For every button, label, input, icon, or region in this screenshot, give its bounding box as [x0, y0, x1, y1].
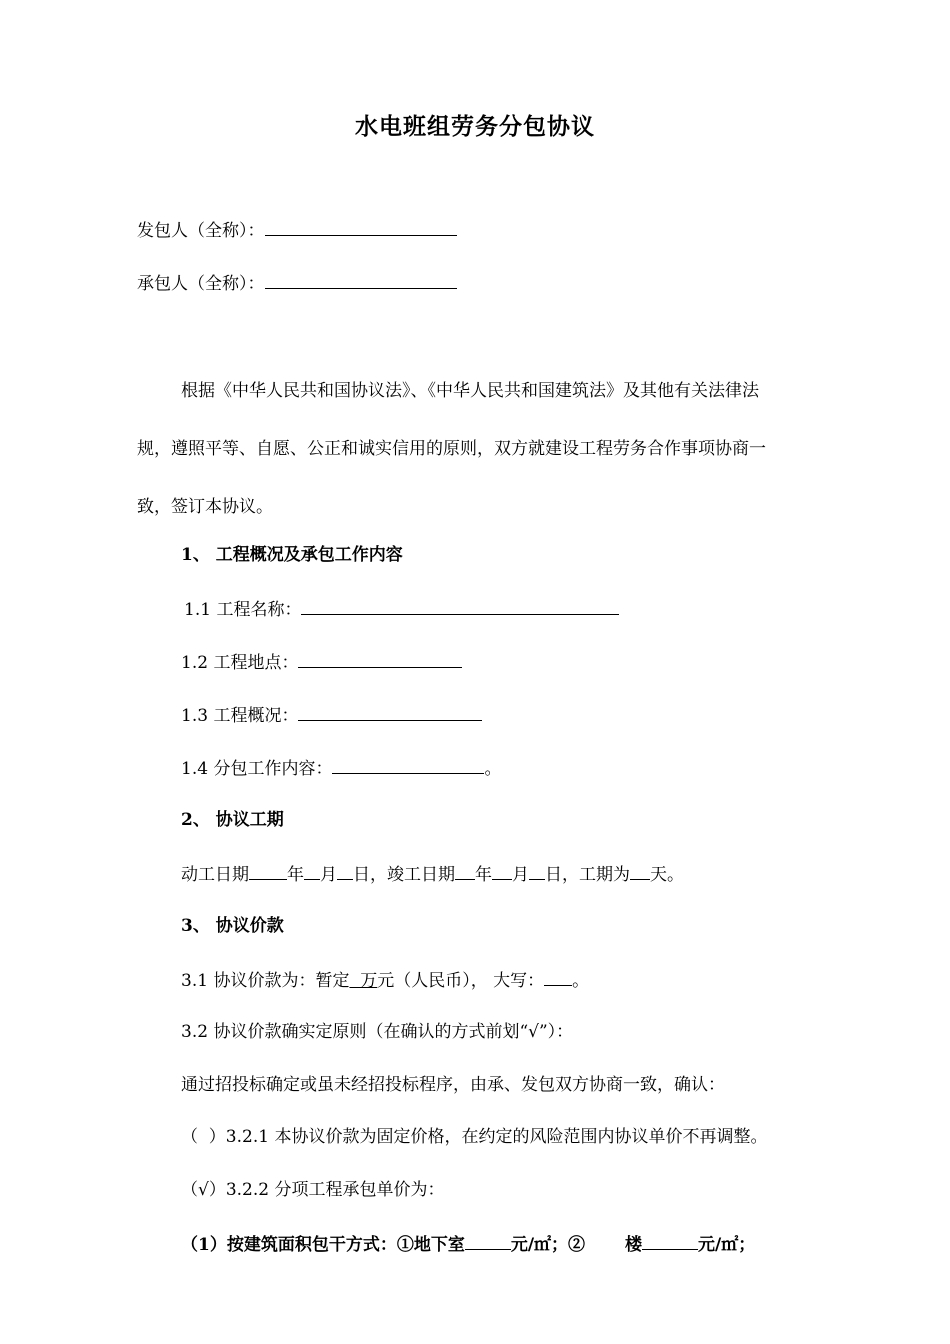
price-words-blank	[544, 967, 572, 986]
item-1-1	[184, 596, 619, 622]
basement-label: （1）按建筑面积包干方式：①地下室	[181, 1235, 465, 1255]
contractor-label: 承包人（全称）：	[137, 274, 265, 294]
item-1-3-blank	[298, 702, 482, 721]
basement-unit: 元/㎡；②	[510, 1235, 586, 1255]
start-year-text: 年	[287, 865, 304, 885]
section1-heading: 1、 工程概况及承包工作内容	[181, 545, 403, 565]
finish-day-blank	[529, 861, 545, 880]
employer-label: 发包人（全称）：	[137, 221, 265, 241]
start-day-blank	[337, 861, 353, 880]
item-1-4-label: 1.4 分包工作内容：	[181, 759, 333, 779]
item-1-2	[181, 649, 462, 675]
option-3-2-1: （ ）3.2.1 本协议价款为固定价格，在约定的风险范围内协议单价不再调整。	[181, 1127, 768, 1147]
building-unit: 元/㎡；	[698, 1235, 756, 1255]
intro-line-3: 致，签订本协议。	[137, 497, 273, 517]
item-1-2-blank	[298, 649, 462, 668]
start-month-blank	[304, 861, 320, 880]
duration-unit: 天。	[650, 865, 684, 885]
start-month-text: 月	[320, 865, 337, 885]
intro-line-1: 根据《中华人民共和国协议法》、《中华人民共和国建筑法》及其他有关法律法	[181, 381, 759, 401]
start-date-label: 动工日期	[181, 865, 249, 885]
building-price-blank	[642, 1231, 698, 1250]
basement-price-blank	[465, 1231, 511, 1250]
item-1-3-label: 1.3 工程概况：	[181, 706, 299, 726]
duration-blank	[630, 861, 650, 880]
finish-year-text: 年	[475, 865, 492, 885]
schedule-line	[181, 861, 684, 887]
finish-date-label: 日，竣工日期	[353, 865, 455, 885]
document-title: 水电班组劳务分包协议	[355, 113, 595, 140]
option-3-2-2: （√）3.2.2 分项工程承包单价为：	[181, 1180, 445, 1200]
item-1-4-end: 。	[484, 759, 502, 779]
item-1-1-label: 1.1 工程名称：	[184, 600, 302, 620]
price-principle: 3.2 协议价款确实定原则（在确认的方式前划“√”）：	[181, 1022, 574, 1042]
contractor-blank	[265, 270, 457, 289]
price-end: 。	[572, 971, 590, 991]
contractor-line	[137, 270, 457, 296]
price-unit: 万	[349, 971, 378, 991]
section3-heading: 3、 协议价款	[181, 916, 284, 936]
item-1-2-label: 1.2 工程地点：	[181, 653, 299, 673]
intro-line-2: 规，遵照平等、自愿、公正和诚实信用的原则，双方就建设工程劳务合作事项协商一	[137, 439, 766, 459]
building-label: 楼	[625, 1235, 643, 1255]
finish-month-text: 月	[512, 865, 529, 885]
price-suffix: 元（人民币）， 大写：	[377, 971, 545, 991]
item-1-4-blank	[332, 755, 484, 774]
employer-line	[137, 217, 457, 243]
item-1-3	[181, 702, 482, 728]
confirm-line: 通过招投标确定或虽未经招投标程序，由承、发包双方协商一致，确认：	[181, 1075, 725, 1095]
employer-blank	[265, 217, 457, 236]
start-year-blank	[249, 861, 287, 880]
item-1-4	[181, 755, 501, 781]
finish-year-blank	[455, 861, 475, 880]
section2-heading: 2、 协议工期	[181, 810, 284, 830]
price-prefix: 3.1 协议价款为：暂定	[181, 971, 350, 991]
item-1-1-blank	[301, 596, 619, 615]
duration-label: 日，工期为	[545, 865, 630, 885]
price-line	[181, 967, 589, 993]
area-lump-sum-line	[181, 1231, 755, 1257]
finish-month-blank	[492, 861, 512, 880]
